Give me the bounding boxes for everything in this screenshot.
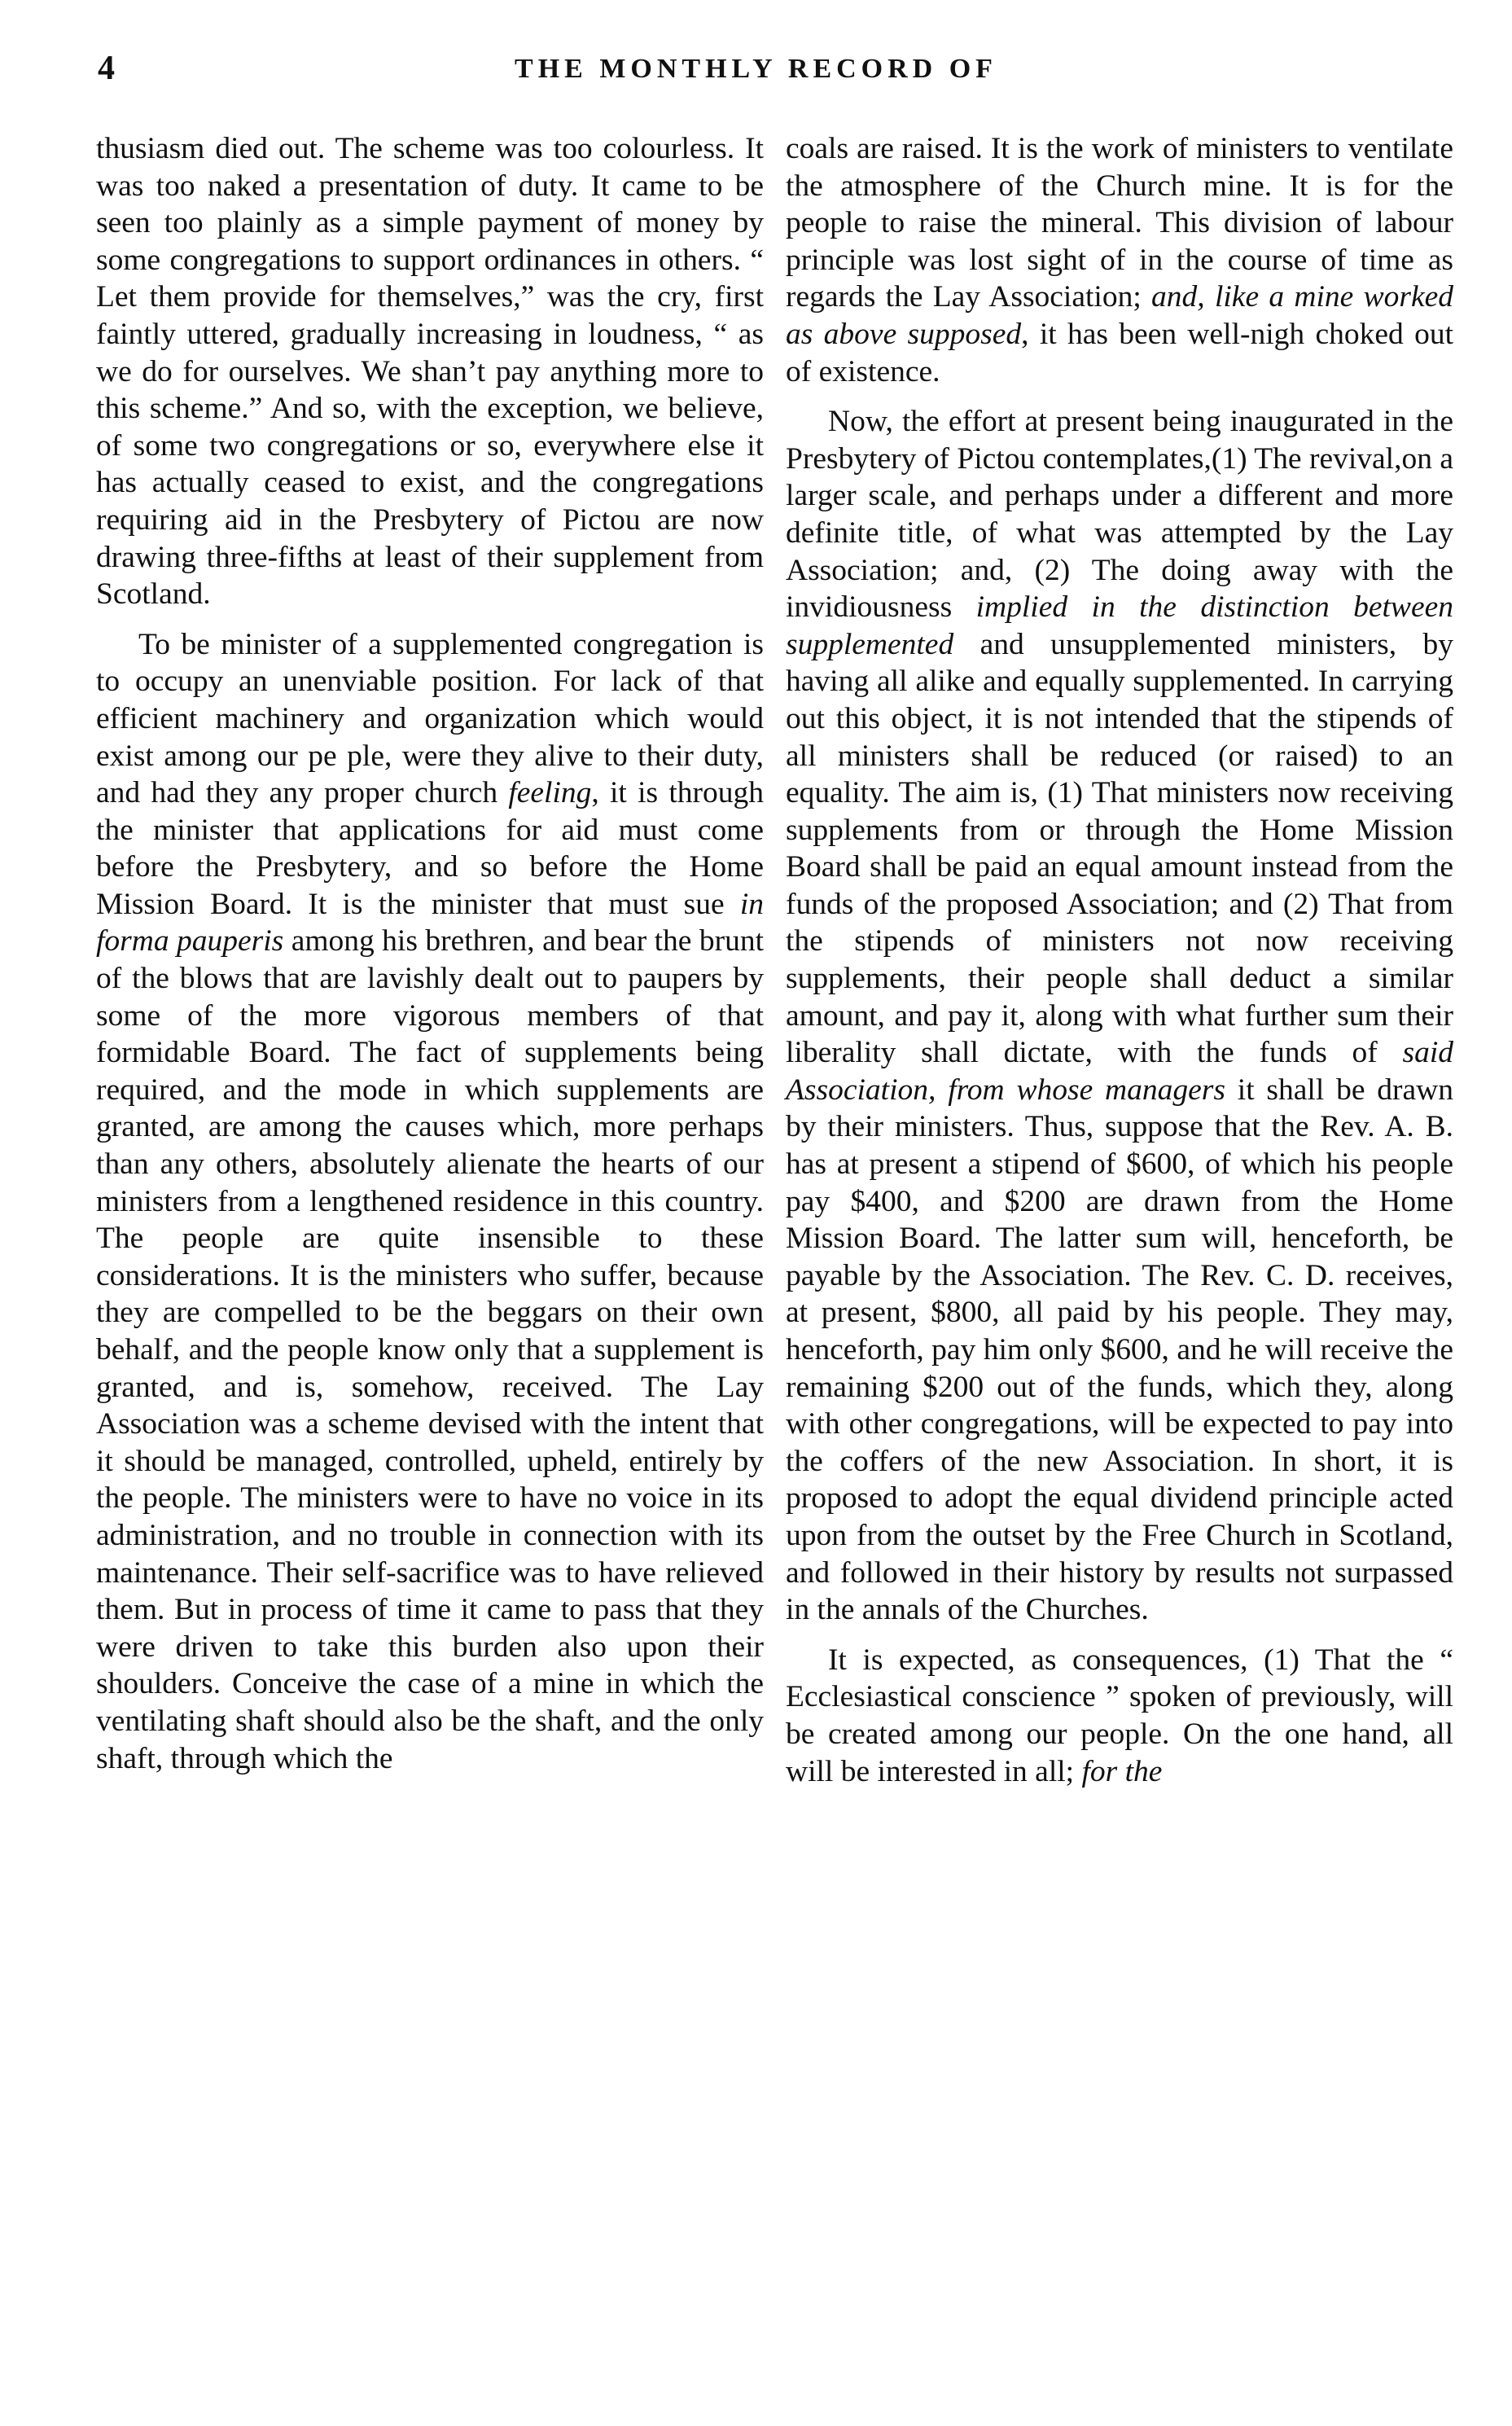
- right-column: [786, 130, 1453, 1790]
- italic-text: and, like a mine worked as above supposed: [786, 280, 1453, 351]
- page-number: 4: [98, 50, 115, 87]
- paragraph: [786, 130, 1453, 390]
- paragraph: [96, 626, 764, 1777]
- running-title: THE MONTHLY RECORD OF: [515, 54, 997, 84]
- italic-text: feeling: [508, 776, 592, 810]
- paragraph-text: thusiasm died out. The scheme was too colourless. It was too naked a presentation of duty. It came to be seen too plainly as a simple payment of money by some congregations to support ordinances in others. “ Let them provide for themselves,” was the cry, first faintly uttered, gradually increasing in loudness, “ as we do for ourselves. We shan’t pay anything more to this scheme.” And so, with the exception, we believe, of some two congregations or so, everywhere else it has actually ceased to exist, and the congregations requiring aid in the Presbytery of Pictou are now drawing three-fifths at least of their supplement from Scotland.: [96, 132, 764, 612]
- paragraph-text: It is expected, as consequences, (1) That the “ Ecclesiastical conscience ” spoken of previously, will be created among our people. On the one hand, all will be interested in all;: [786, 1643, 1453, 1788]
- paragraph-text: , it has been well-nigh choked out of existence.: [786, 317, 1453, 388]
- paragraph-text: among his brethren, and bear the brunt of the blows that are lavishly dealt out to paupers by some of the more vigorous members of that formidable Board. The fact of supplements being required, and the mode in which supplements are granted, are among the causes which, more perhaps than any others, absolutely alienate the hearts of our ministers from a lengthened residence in this country. The people are quite insensible to these considerations. It is the ministers who suffer, because they are compelled to be the beggars on their own behalf, and the people know only that a supplement is granted, and is, somehow, received. The Lay Association was a scheme devised with the intent that it should be managed, controlled, upheld, entirely by the people. The ministers were to have no voice in its administration, and no trouble in connection with its maintenance. Their self-sacrifice was to have relieved them. But in process of time it came to pass that they were driven to take this burden also upon their shoulders. Conceive the case of a mine in which the ventilating shaft should also be the shaft, and the only shaft, through which the: [96, 924, 764, 1775]
- paragraph: [786, 1642, 1453, 1790]
- paragraph-text: coals are raised. It is the work of ministers to ventilate the atmosphere of the Church mine. It is for the people to raise the mineral. This division of labour principle was lost sight of in the course of time as regards the Lay Association;: [786, 132, 1453, 314]
- italic-text: in forma pauperis: [96, 887, 764, 959]
- paragraph-text: Now, the effort at present being inaugurated in the Presbytery of Pictou contemplates,(1) The revival,on a larger scale, and perhaps under a different and more definite title, of what was attempted by the Lay Association; and, (2) The doing away with the invidiousness: [786, 405, 1453, 625]
- paragraph-text: it shall be drawn by their ministers. Thus, suppose that the Rev. A. B. has at present a stipend of $600, of which his people pay $400, and $200 are drawn from the Home Mission Board. The latter sum will, henceforth, be payable by the Association. The Rev. C. D. receives, at present, $800, all paid by his people. They may, henceforth, pay him only $600, and he will receive the remaining $200 out of the funds, which they, along with other congregations, will be expected to pay into the coffers of the new Association. In short, it is proposed to adopt the equal dividend principle acted upon from the outset by the Free Church in Scotland, and followed in their history by results not surpassed in the annals of the Churches.: [786, 1073, 1454, 1627]
- paragraph-text: and unsupplemented ministers, by having all alike and equally supplemented. In carrying out this object, it is not intended that the stipends of all ministers shall be reduced (or raised) to an equality. The aim is, (1) That ministers now receiving supplements from or through the Home Mission Board shall be paid an equal amount instead from the funds of the proposed Association; and (2) That from the stipends of ministers not now receiving supplements, their people shall deduct a similar amount, and pay it, along with what further sum their liberality shall dictate, with the funds of: [786, 627, 1453, 1070]
- italic-text: for the: [1081, 1754, 1163, 1788]
- italic-text: said Association, from whose managers: [786, 1036, 1453, 1107]
- italic-text: implied in the distinction between supplemented: [786, 590, 1453, 661]
- page-header: [98, 49, 1414, 98]
- paragraph-text: , it is through the minister that applications for aid must come before the Presbytery, and so before the Home Mission Board. It is the minister that must sue: [96, 776, 764, 921]
- paragraph-text: To be minister of a supplemented congregation is to occupy an unenviable position. For lack of that efficient machinery and organization which would exist among our pe ple, were they alive to their duty, and had they any proper church: [96, 627, 764, 810]
- left-column: [96, 130, 764, 1777]
- paragraph: [786, 403, 1453, 1629]
- paragraph: [96, 130, 764, 613]
